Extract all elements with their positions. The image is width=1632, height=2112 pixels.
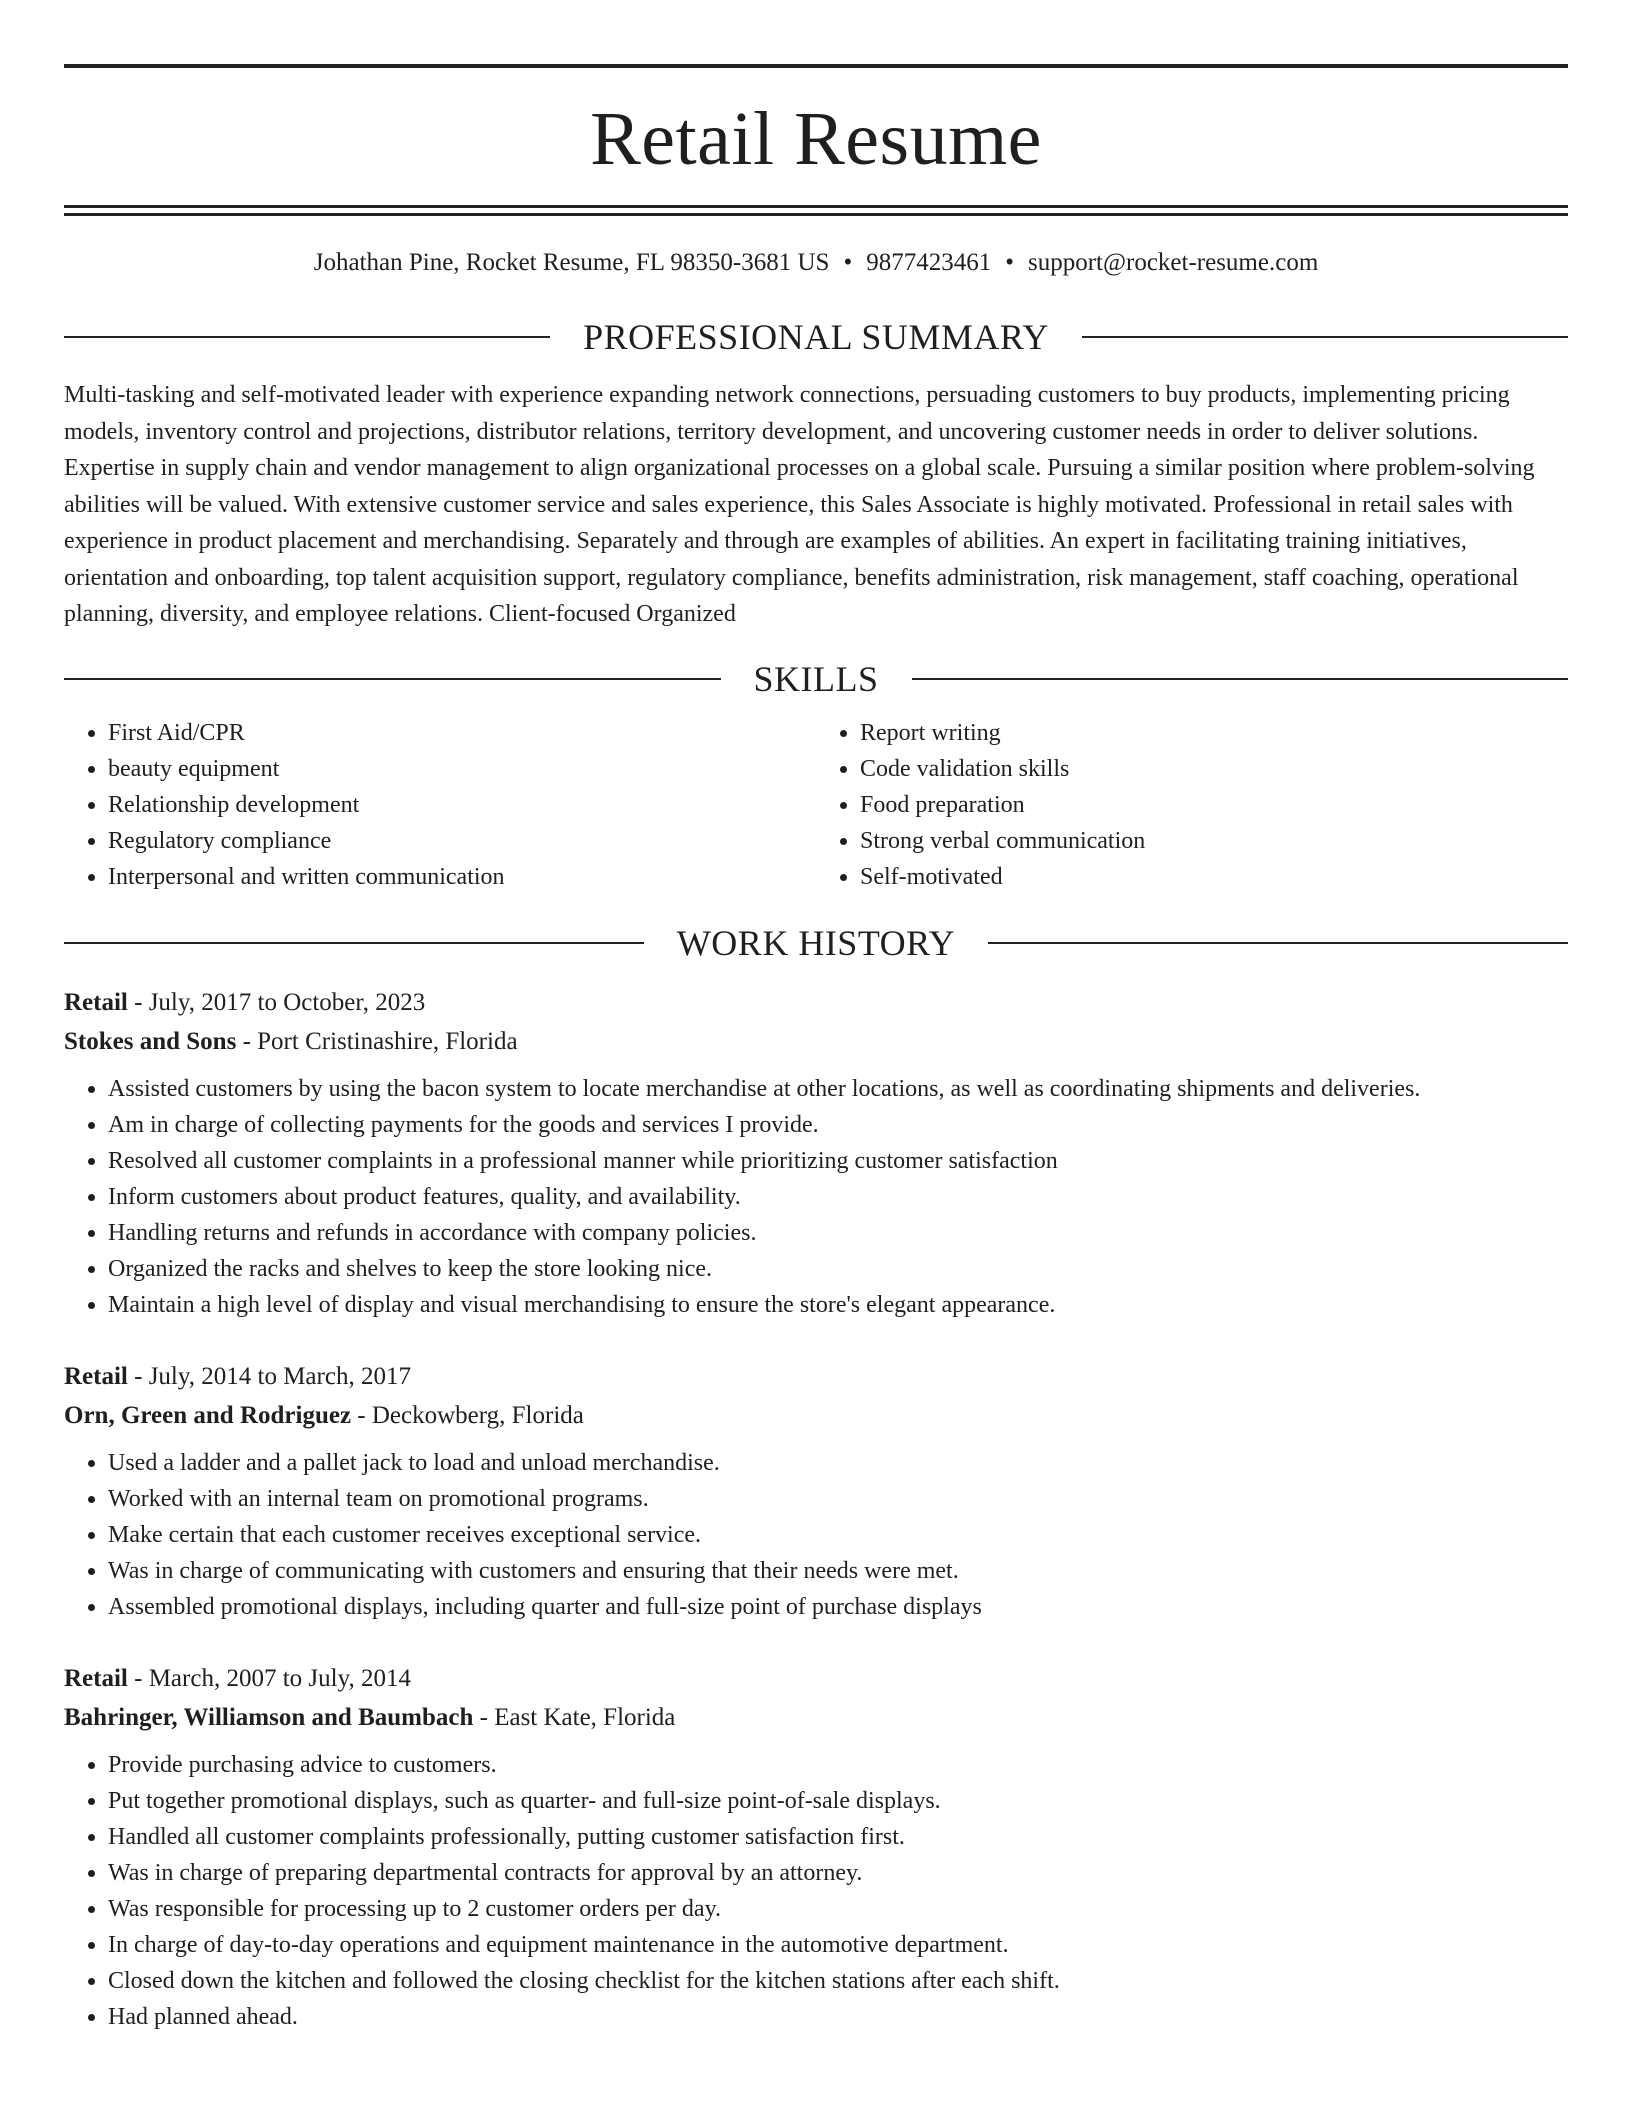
job-entry [64, 1659, 1568, 2035]
job-bullet: • Am in charge of collecting payments for the goods and services I provide. [108, 1107, 1568, 1143]
job-company: Orn, Green and Rodriguez [64, 1401, 352, 1429]
job-title: Retail [64, 1664, 128, 1692]
job-bullet: • Organized the racks and shelves to keep the store looking nice. [108, 1251, 1568, 1287]
job-bullet: • Had planned ahead. [108, 1999, 1568, 2035]
job-bullet: • Make certain that each customer receives exceptional service. [108, 1517, 1568, 1553]
skill-item: • Food preparation [860, 787, 1568, 823]
job-bullet: • Put together promotional displays, such as quarter- and full-size point-of-sale displays. [108, 1783, 1568, 1819]
job-bullet: • Maintain a high level of display and visual merchandising to ensure the store's elegant appearance. [108, 1287, 1568, 1323]
heading-rule [1082, 336, 1568, 338]
job-bullet: • Closed down the kitchen and followed the closing checklist for the kitchen stations after each shift. [108, 1963, 1568, 1999]
heading-rule [64, 942, 644, 944]
job-bullet: • Handled all customer complaints professionally, putting customer satisfaction first. [108, 1819, 1568, 1855]
skill-item: • Strong verbal communication [860, 823, 1568, 859]
contact-email: support@rocket-resume.com [1027, 249, 1319, 276]
job-title: Retail [64, 988, 128, 1016]
skill-item: • beauty equipment [108, 751, 816, 787]
skill-item: • Code validation skills [860, 751, 1568, 787]
job-location: - Port Cristinashire, Florida [236, 1027, 518, 1055]
summary-heading-label: PROFESSIONAL SUMMARY [583, 317, 1049, 357]
contact-separator: • [843, 249, 853, 276]
contact-address: Johathan Pine, Rocket Resume, FL 98350-3681 US [313, 249, 830, 276]
heading-rule [988, 942, 1568, 944]
skills-column-left [64, 715, 816, 895]
job-entry [64, 1357, 1568, 1625]
skill-item: • Report writing [860, 715, 1568, 751]
job-bullets [64, 1071, 1568, 1323]
contact-phone: 9877423461 [866, 249, 992, 276]
job-bullet: • Provide purchasing advice to customers. [108, 1747, 1568, 1783]
heading-rule [64, 678, 721, 680]
page-title: Retail Resume [590, 97, 1042, 181]
skill-item: • Regulatory compliance [108, 823, 816, 859]
job-title-line [64, 983, 1568, 1022]
job-bullet: • Was in charge of communicating with customers and ensuring that their needs were met. [108, 1553, 1568, 1589]
job-bullet: • Was in charge of preparing departmental contracts for approval by an attorney. [108, 1855, 1568, 1891]
job-bullets [64, 1445, 1568, 1625]
job-entry [64, 983, 1568, 1323]
work-heading [64, 922, 1568, 963]
job-title: Retail [64, 1362, 128, 1390]
job-bullet: • Used a ladder and a pallet jack to load and unload merchandise. [108, 1445, 1568, 1481]
contact-line [64, 250, 1568, 275]
skills-heading [64, 658, 1568, 699]
job-company: Bahringer, Williamson and Baumbach [64, 1703, 474, 1731]
job-dates: - March, 2007 to July, 2014 [127, 1664, 411, 1692]
job-title-line [64, 1357, 1568, 1396]
job-location: - Deckowberg, Florida [351, 1401, 584, 1429]
skill-item: • First Aid/CPR [108, 715, 816, 751]
job-bullet: • Inform customers about product features, quality, and availability. [108, 1179, 1568, 1215]
skill-item: • Self-motivated [860, 859, 1568, 895]
job-bullet: • Worked with an internal team on promotional programs. [108, 1481, 1568, 1517]
heading-rule [64, 336, 550, 338]
heading-rule [912, 678, 1569, 680]
job-dates: - July, 2017 to October, 2023 [127, 988, 426, 1016]
job-bullet: • Handling returns and refunds in accordance with company policies. [108, 1215, 1568, 1251]
skill-item: • Interpersonal and written communication [108, 859, 816, 895]
job-bullet: • Was responsible for processing up to 2 customer orders per day. [108, 1891, 1568, 1927]
job-bullet: • In charge of day-to-day operations and equipment maintenance in the automotive department. [108, 1927, 1568, 1963]
work-heading-label: WORK HISTORY [676, 922, 956, 963]
skills-list [64, 715, 1568, 895]
job-location: - East Kate, Florida [473, 1703, 676, 1731]
job-bullet: • Assisted customers by using the bacon system to locate merchandise at other locations, as well as coordinating shipments and deliveries. [108, 1071, 1568, 1107]
job-dates: - July, 2014 to March, 2017 [127, 1362, 411, 1390]
skills-heading-label: SKILLS [753, 658, 879, 699]
summary-heading [64, 319, 1568, 355]
job-company-line [64, 1022, 1568, 1061]
job-title-line [64, 1659, 1568, 1698]
job-company: Stokes and Sons [64, 1027, 237, 1055]
job-company-line [64, 1396, 1568, 1435]
job-bullet: • Resolved all customer complaints in a professional manner while prioritizing customer satisfaction [108, 1143, 1568, 1179]
skill-item: • Relationship development [108, 787, 816, 823]
contact-separator: • [1005, 249, 1014, 276]
summary-text: Multi-tasking and self-motivated leader with experience expanding network connections, persuading customers to buy products, implementing pricing models, inventory control and projections, distributor relations, territory development, and uncovering customer needs in order to deliver solutions. Expertise in supply chain and vendor management to align organizational processes on a global scale. Pursuing a similar position where problem-solving abilities will be valued. With extensive customer service and sales experience, this Sales Associate is highly motivated. Professional in retail sales with experience in product placement and merchandising. Separately and through are examples of abilities. An expert in facilitating training initiatives, orientation and onboarding, top talent acquisition support, regulatory compliance, benefits administration, risk management, staff coaching, operational planning, diversity, and employee relations. Client-focused Organized [64, 382, 1535, 627]
resume-page [64, 0, 1568, 2035]
top-rule [64, 64, 1568, 68]
job-bullet: • Assembled promotional displays, including quarter and full-size point of purchase displays [108, 1589, 1568, 1625]
skills-column-right [816, 715, 1568, 895]
job-company-line [64, 1698, 1568, 1737]
job-bullets [64, 1747, 1568, 2035]
title-double-rule [64, 205, 1568, 216]
